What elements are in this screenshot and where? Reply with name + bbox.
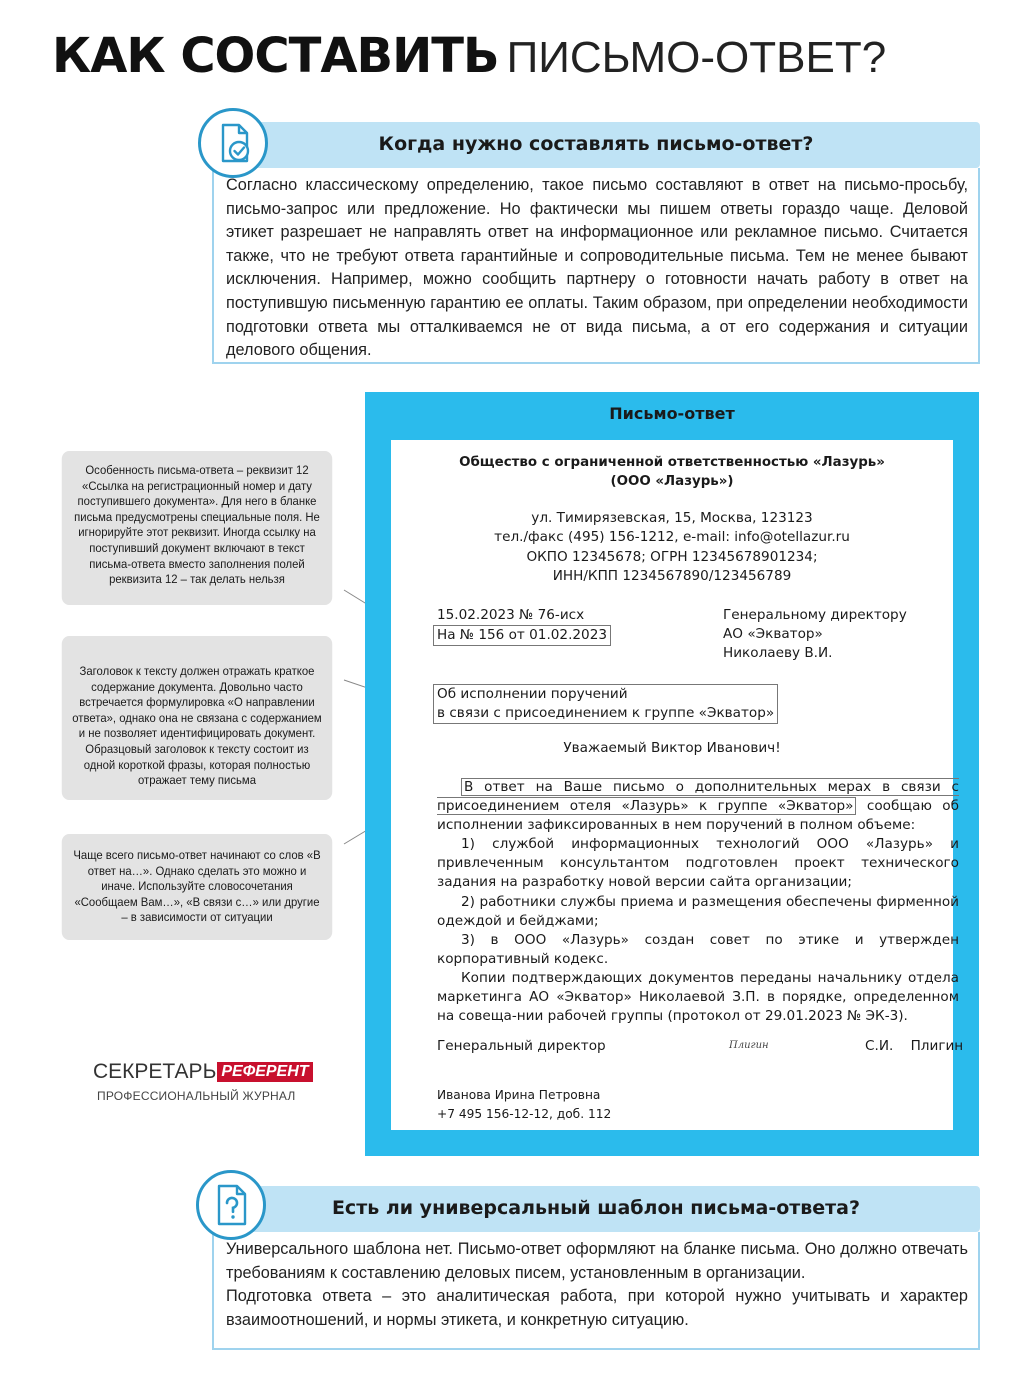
letter-subject-line-1: Об исполнении поручений (437, 686, 628, 702)
logo-subtitle: ПРОФЕССИОНАЛЬНЫЙ ЖУРНАЛ (97, 1089, 296, 1103)
executor-name: Иванова Ирина Петровна (437, 1088, 601, 1102)
registration-details (437, 606, 611, 646)
document-question-icon (196, 1170, 266, 1240)
addressee-company: АО «Экватор» (723, 626, 823, 642)
letter-opening (437, 778, 959, 835)
letter-item-3: 3) в ООО «Лазурь» создан совет по этике и утвержден корпоративный кодекс. (437, 931, 959, 967)
organization-codes: ОКПО 12345678; ОГРН 12345678901234; (526, 548, 818, 565)
question-heading: Есть ли универсальный шаблон письма-ответа? (331, 1197, 861, 1219)
question-answer: Согласно классическому определению, такое письмо составляют в ответ на письмо-просьбу, письмо-запрос или предложение. Но фактически мы пишем ответы гораздо чаще. Деловой этикет разрешает не направлять ответ на информационное или рекламное письмо. Считается также, что не требуют ответа гарантийные и сопроводительные письма. Тем не менее бывают исключения. Например, можно сообщить партнеру о готовности начать работу в ответ на поступившую письменную гарантию ее оплаты. Таким образом, при определении необходимости подготовки ответа мы отталкиваемся не от вида письма, а от его содержания и ситуации делового общения. (212, 168, 980, 364)
organization-name (391, 453, 953, 491)
letter-subject-line-2: в связи с присоединением к группе «Экватор» (437, 705, 775, 721)
opening-phrase-rest: сообщаю об исполнении зафиксированных в нем поручений в полном объеме: (437, 798, 959, 834)
addressee-position: Генеральному директору (723, 607, 907, 623)
answer-paragraph-1: Универсального шаблона нет. Письмо-ответ оформляют на бланке письма. Оно должно отвечать требованиям к составлению деловых писем, установленным в организации. (226, 1240, 968, 1282)
addressee (723, 606, 907, 663)
organization-address: ул. Тимирязевская, 15, Москва, 123123 (531, 510, 813, 526)
organization-short-name: (ООО «Лазурь») (610, 474, 734, 489)
note-title-heading: Заголовок к тексту должен отражать краткое содержание документа. Довольно часто встречается формулировка «О направлении ответа», однако она не связана с содержанием и не позволяет идентифицировать документ. Образцовый заголовок к тексту состоит из одной короткой фразы, которая полностью отражает тему письма (62, 636, 332, 800)
letter-sample-title: Письмо-ответ (609, 404, 735, 423)
organization-details (391, 509, 953, 586)
letter-sample-frame (365, 392, 979, 1156)
letter-item-2: 2) работники службы приема и размещения обеспечены фирменной одеждой и бейджами; (437, 893, 959, 929)
executor-phone: +7 495 156-12-12, доб. 112 (437, 1107, 612, 1121)
note-opening-phrase: Чаще всего письмо-ответ начинают со слов «В ответ на…». Однако сделать это можно и иначе. Используйте словосочетания «Сообщаем Вам…», «В связи с…» или другие – в зависимости от ситуации (62, 834, 332, 940)
letter-item-1: 1) службой информационных технологий ООО «Лазурь» и привлеченным консультантом подготовлен проект технического задания на разработку новой версии сайта организации; (437, 836, 959, 891)
letter-sheet (391, 440, 964, 1130)
addressee-name: Николаеву В.И. (723, 645, 833, 661)
question-header (212, 1186, 980, 1232)
page-title-light: ПИСЬМО-ОТВЕТ? (506, 33, 887, 82)
question-block-template (212, 1186, 980, 1352)
logo-part-2: РЕФЕРЕНТ (217, 1062, 312, 1082)
logo-part-1: СЕКРЕТАРЬ (93, 1060, 217, 1083)
organization-inn: ИНН/КПП 1234567890/123456789 (552, 567, 792, 584)
organization-contacts: тел./факс (495) 156-1212, e-mail: info@otellazur.ru (494, 529, 850, 546)
question-heading: Когда нужно составлять письмо-ответ? (378, 133, 814, 155)
registration-number: 15.02.2023 № 76-исх (437, 607, 585, 623)
letter-body (437, 778, 959, 1026)
note-reference-requisite: Особенность письма-ответа – реквизит 12 «Ссылка на регистрационный номер и дату поступившего документа». Для него в бланке письма предусмотрены специальные поля. Не игнорируйте этот реквизит. Иногда ссылку на поступивший документ включают в текст письма-ответа вместо заполнения полей реквизита 12 – так делать нельзя (62, 451, 332, 605)
signatory-name: С.И. Плигин (865, 1038, 964, 1054)
executor-details (437, 1086, 611, 1124)
organization-full-name: Общество с ограниченной ответственностью «Лазурь» (459, 455, 885, 470)
signatory-position: Генеральный директор (437, 1038, 606, 1054)
answer-paragraph-2: Подготовка ответа – это аналитическая работа, при которой нужно учитывать и характер взаимоотношений, и нормы этикета, и конкретную ситуацию. (226, 1287, 968, 1329)
reply-reference: На № 156 от 01.02.2023 (433, 625, 611, 646)
letter-subject (433, 684, 778, 724)
magazine-logo (93, 1060, 313, 1084)
opening-phrase-highlight: В ответ на Ваше письмо о дополнительных мерах в связи с присоединением отеля «Лазурь» к группе «Экватор» (437, 779, 959, 815)
salutation: Уважаемый Виктор Иванович! (563, 740, 781, 756)
page-title-bold: КАК СОСТАВИТЬ (52, 28, 499, 84)
letter-closing: Копии подтверждающих документов переданы начальнику отдела маркетинга АО «Экватор» Николаевой З.П. в порядке, определенном на совеща-нии рабочей группы (протокол от 29.01.2023 № ЭК-3). (437, 969, 959, 1025)
handwritten-signature: Плигин (729, 1040, 769, 1051)
question-answer (212, 1232, 980, 1350)
